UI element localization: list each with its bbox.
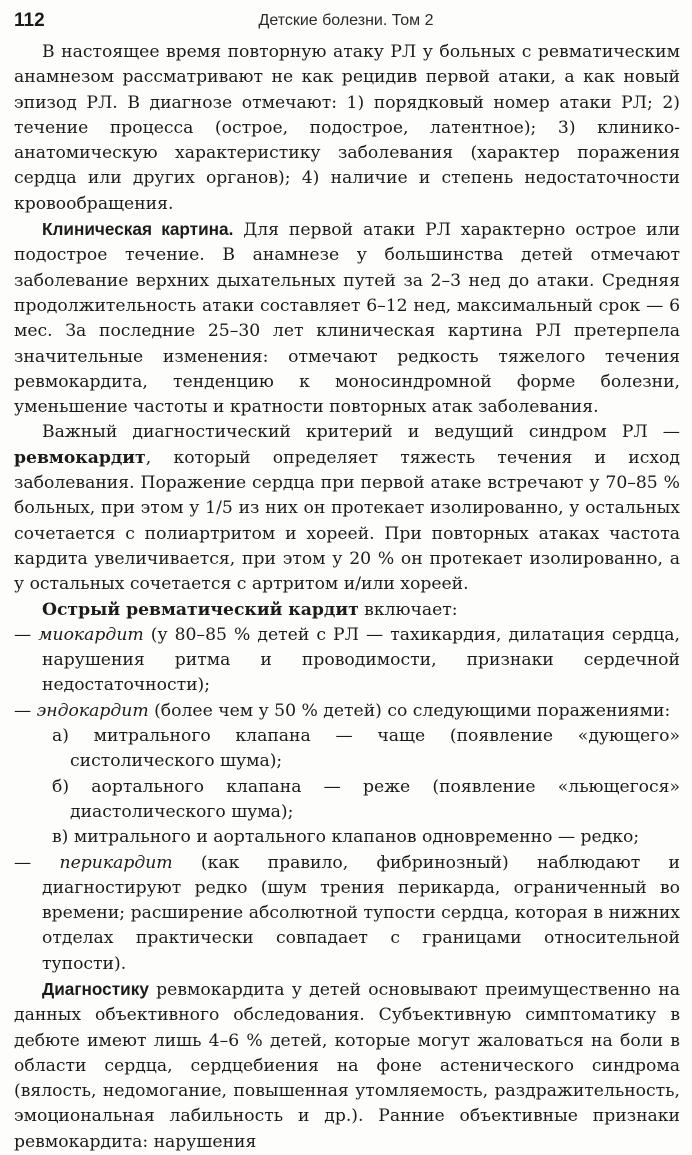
page-body bbox=[14, 40, 680, 1155]
paragraph-acute-carditis bbox=[14, 598, 680, 623]
paragraph-carditis bbox=[14, 420, 680, 597]
italic-term: эндокардит bbox=[36, 700, 149, 721]
sub-item-b: б) аортального клапана — реже (появление «льющегося» диастолического шума); bbox=[52, 776, 680, 822]
paragraph-text: , который определяет тяжесть течения и исход заболевания. Поражение сердца при первой атаке встречают у 70–85 % больных, при этом у 1/5 из них он протекает изолированно, у остальных сочетается с полиартритом и хореей. При повторных атаках частота кардита увеличивается, при этом у 20 % он протекает изолированно, а у остальных сочетается с артритом и/или хореей. bbox=[14, 447, 680, 595]
paragraph-history: В настоящее время повторную атаку РЛ у больных с ревматическим анамнезом рассматривают не как рецидив первой атаки, а как новый эпизод РЛ. В диагнозе отмечают: 1) порядковый номер атаки РЛ; 2) течение процесса (острое, подострое, латентное); 3) клинико-анатомическую характеристику заболевания (характер поражения сердца или других органов); 4) наличие и степень недостаточности кровообращения. bbox=[14, 42, 680, 214]
italic-term: миокардит bbox=[38, 624, 144, 645]
list-item-myocarditis: — миокардит (у 80–85 % детей с РЛ — тахикардия, дилатация сердца, нарушения ритма и проводимости, признаки сердечной недостаточности); bbox=[14, 624, 680, 696]
italic-term: перикардит bbox=[59, 852, 173, 873]
paragraph-text: ревмокардита у детей основывают преимущественно на данных объективного обследования. Субъективную симптоматику в дебюте имеют лишь 4–6 % детей, которые могут жаловаться на боли в области сердца, сердцебиения на фоне астенического синдрома (вялость, недомогание, повышенная утомляемость, раздражительность, эмоциональная лабильность и др.). Ранние объективные признаки ревмокардита: нарушения bbox=[14, 979, 680, 1152]
paragraph-text: Важный диагностический критерий и ведущий синдром РЛ — bbox=[42, 422, 680, 443]
section-heading-diagnostics: Диагностику bbox=[42, 978, 149, 999]
list-item-endocarditis: — эндокардит (более чем у 50 % детей) со следующими поражениями: bbox=[14, 700, 671, 721]
section-heading-clinical: Клиническая картина. bbox=[42, 219, 234, 240]
page-header bbox=[14, 6, 678, 34]
bold-term: ревмокардит bbox=[14, 447, 146, 468]
page-number: 112 bbox=[14, 10, 45, 31]
running-title: Детские болезни. Том 2 bbox=[258, 12, 434, 29]
list-item-pericarditis: — перикардит (как правило, фибринозный) наблюдают и диагностируют редко (шум трения перикарда, ограниченный во времени; расширение абсолютной тупости сердца, которая в нижних отделах практически совпадает с границами относительной тупости). bbox=[14, 852, 680, 974]
sub-item-a: а) митрального клапана — чаще (появление «дующего» систолического шума); bbox=[52, 726, 680, 772]
paragraph-clinical-picture bbox=[14, 217, 680, 420]
paragraph-diagnostics bbox=[14, 977, 680, 1155]
bold-term: Острый ревматический кардит bbox=[42, 599, 359, 620]
paragraph-text: Для первой атаки РЛ характерно острое или подострое течение. В анамнезе у большинства детей отмечают заболевание верхних дыхательных путей за 2–3 нед до атаки. Средняя продолжительность атаки составляет 6–12 нед, максимальный срок — 6 мес. За последние 25–30 лет клиническая картина РЛ претерпела значительные изменения: отмечают редкость тяжелого течения ревмокардита, тенденцию к моносиндромной форме болезни, уменьшение частоты и кратности повторных атак заболевания. bbox=[14, 220, 681, 418]
paragraph-text: включает: bbox=[358, 599, 458, 620]
sub-item-c: в) митрального и аортального клапанов одновременно — редко; bbox=[52, 827, 640, 848]
